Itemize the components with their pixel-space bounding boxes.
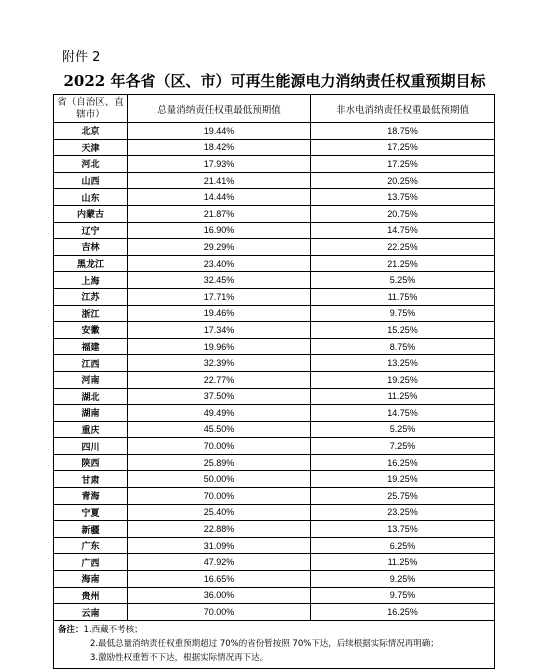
total-weight-cell: 17.34%	[128, 322, 311, 339]
table-row	[54, 255, 495, 272]
table-row	[54, 272, 495, 289]
total-weight-cell: 22.77%	[128, 371, 311, 388]
non-hydro-weight-cell: 16.25%	[311, 454, 495, 471]
table-row	[54, 156, 495, 173]
non-hydro-weight-cell: 18.75%	[311, 123, 495, 140]
attachment-label: 附件 2	[62, 50, 101, 65]
total-weight-cell: 70.00%	[128, 488, 311, 505]
total-weight-cell: 32.39%	[128, 355, 311, 372]
province-cell: 新疆	[54, 521, 128, 538]
total-weight-cell: 16.65%	[128, 571, 311, 588]
table-row	[54, 189, 495, 206]
table-row	[54, 454, 495, 471]
total-weight-cell: 21.87%	[128, 205, 311, 222]
province-cell: 黑龙江	[54, 255, 128, 272]
table-row	[54, 537, 495, 554]
province-cell: 海南	[54, 571, 128, 588]
province-cell: 吉林	[54, 239, 128, 256]
total-weight-cell: 19.44%	[128, 123, 311, 140]
non-hydro-weight-cell: 6.25%	[311, 537, 495, 554]
total-weight-cell: 70.00%	[128, 438, 311, 455]
table-row	[54, 172, 495, 189]
non-hydro-weight-cell: 20.75%	[311, 205, 495, 222]
table-row	[54, 521, 495, 538]
note-item: 1.西藏不考核；	[83, 624, 143, 635]
total-weight-cell: 18.42%	[128, 139, 311, 156]
total-weight-cell: 36.00%	[128, 587, 311, 604]
table-row	[54, 355, 495, 372]
total-weight-cell: 47.92%	[128, 554, 311, 571]
province-cell: 湖南	[54, 405, 128, 422]
table-row	[54, 222, 495, 239]
table-row	[54, 438, 495, 455]
table-row	[54, 322, 495, 339]
province-cell: 上海	[54, 272, 128, 289]
province-cell: 辽宁	[54, 222, 128, 239]
table-header-row	[54, 95, 495, 123]
total-weight-cell: 45.50%	[128, 421, 311, 438]
table-row	[54, 554, 495, 571]
non-hydro-weight-cell: 25.75%	[311, 488, 495, 505]
non-hydro-weight-cell: 11.25%	[311, 554, 495, 571]
non-hydro-weight-cell: 22.25%	[311, 239, 495, 256]
province-cell: 宁夏	[54, 504, 128, 521]
non-hydro-weight-cell: 17.25%	[311, 139, 495, 156]
province-cell: 福建	[54, 338, 128, 355]
total-weight-cell: 16.90%	[128, 222, 311, 239]
province-cell: 甘肃	[54, 471, 128, 488]
province-cell: 四川	[54, 438, 128, 455]
total-weight-cell: 17.93%	[128, 156, 311, 173]
non-hydro-weight-cell: 11.25%	[311, 388, 495, 405]
table-row	[54, 371, 495, 388]
total-weight-cell: 50.00%	[128, 471, 311, 488]
non-hydro-weight-cell: 17.25%	[311, 156, 495, 173]
non-hydro-weight-cell: 14.75%	[311, 405, 495, 422]
total-weight-cell: 19.96%	[128, 338, 311, 355]
table-row	[54, 571, 495, 588]
non-hydro-weight-cell: 13.25%	[311, 355, 495, 372]
non-hydro-weight-cell: 19.25%	[311, 371, 495, 388]
non-hydro-weight-cell: 15.25%	[311, 322, 495, 339]
province-cell: 内蒙古	[54, 205, 128, 222]
non-hydro-weight-cell: 8.75%	[311, 338, 495, 355]
total-weight-cell: 70.00%	[128, 604, 311, 621]
column-header-non-hydro: 非水电消纳责任权重最低预期值	[311, 95, 495, 123]
table-row	[54, 239, 495, 256]
table-row	[54, 139, 495, 156]
non-hydro-weight-cell: 14.75%	[311, 222, 495, 239]
column-header-total: 总量消纳责任权重最低预期值	[128, 95, 311, 123]
total-weight-cell: 37.50%	[128, 388, 311, 405]
table-row	[54, 305, 495, 322]
non-hydro-weight-cell: 9.75%	[311, 305, 495, 322]
province-cell: 江西	[54, 355, 128, 372]
table-row	[54, 421, 495, 438]
table-row	[54, 288, 495, 305]
province-cell: 山西	[54, 172, 128, 189]
table-row	[54, 123, 495, 140]
non-hydro-weight-cell: 21.25%	[311, 255, 495, 272]
note-item: 2.最低总量消纳责任权重预期超过 70%的省份暂按照 70%下达，后续根据实际情况再明确；	[90, 638, 439, 649]
province-cell: 北京	[54, 123, 128, 140]
province-cell: 广东	[54, 537, 128, 554]
total-weight-cell: 29.29%	[128, 239, 311, 256]
province-cell: 陕西	[54, 454, 128, 471]
non-hydro-weight-cell: 9.25%	[311, 571, 495, 588]
province-cell: 天津	[54, 139, 128, 156]
table-row	[54, 504, 495, 521]
total-weight-cell: 21.41%	[128, 172, 311, 189]
total-weight-cell: 19.46%	[128, 305, 311, 322]
total-weight-cell: 31.09%	[128, 537, 311, 554]
province-cell: 青海	[54, 488, 128, 505]
table-row	[54, 488, 495, 505]
notes-label: 备注：	[58, 624, 84, 635]
province-cell: 安徽	[54, 322, 128, 339]
non-hydro-weight-cell: 19.25%	[311, 471, 495, 488]
province-cell: 湖北	[54, 388, 128, 405]
non-hydro-weight-cell: 9.75%	[311, 587, 495, 604]
province-cell: 浙江	[54, 305, 128, 322]
province-cell: 河北	[54, 156, 128, 173]
table-body	[54, 123, 495, 621]
province-cell: 河南	[54, 371, 128, 388]
non-hydro-weight-cell: 11.75%	[311, 288, 495, 305]
province-cell: 江苏	[54, 288, 128, 305]
total-weight-cell: 22.88%	[128, 521, 311, 538]
table-row	[54, 388, 495, 405]
province-cell: 广西	[54, 554, 128, 571]
document-title: 2022 年各省（区、市）可再生能源电力消纳责任权重预期目标	[63, 72, 486, 90]
notes-cell	[54, 620, 495, 668]
total-weight-cell: 32.45%	[128, 272, 311, 289]
targets-table	[53, 94, 495, 669]
total-weight-cell: 17.71%	[128, 288, 311, 305]
total-weight-cell: 25.89%	[128, 454, 311, 471]
total-weight-cell: 49.49%	[128, 405, 311, 422]
column-header-province: 省（自治区、直辖市）	[54, 95, 128, 123]
total-weight-cell: 23.40%	[128, 255, 311, 272]
non-hydro-weight-cell: 13.75%	[311, 521, 495, 538]
province-cell: 重庆	[54, 421, 128, 438]
non-hydro-weight-cell: 13.75%	[311, 189, 495, 206]
note-item: 3.激励性权重暂不下达，根据实际情况再下达。	[90, 652, 269, 663]
non-hydro-weight-cell: 20.25%	[311, 172, 495, 189]
province-cell: 云南	[54, 604, 128, 621]
province-cell: 贵州	[54, 587, 128, 604]
total-weight-cell: 14.44%	[128, 189, 311, 206]
non-hydro-weight-cell: 7.25%	[311, 438, 495, 455]
province-cell: 山东	[54, 189, 128, 206]
table-row	[54, 604, 495, 621]
non-hydro-weight-cell: 5.25%	[311, 272, 495, 289]
notes-row	[54, 620, 495, 668]
table-row	[54, 338, 495, 355]
non-hydro-weight-cell: 5.25%	[311, 421, 495, 438]
table-row	[54, 405, 495, 422]
table-row	[54, 471, 495, 488]
table-row	[54, 587, 495, 604]
total-weight-cell: 25.40%	[128, 504, 311, 521]
non-hydro-weight-cell: 16.25%	[311, 604, 495, 621]
table-row	[54, 205, 495, 222]
non-hydro-weight-cell: 23.25%	[311, 504, 495, 521]
